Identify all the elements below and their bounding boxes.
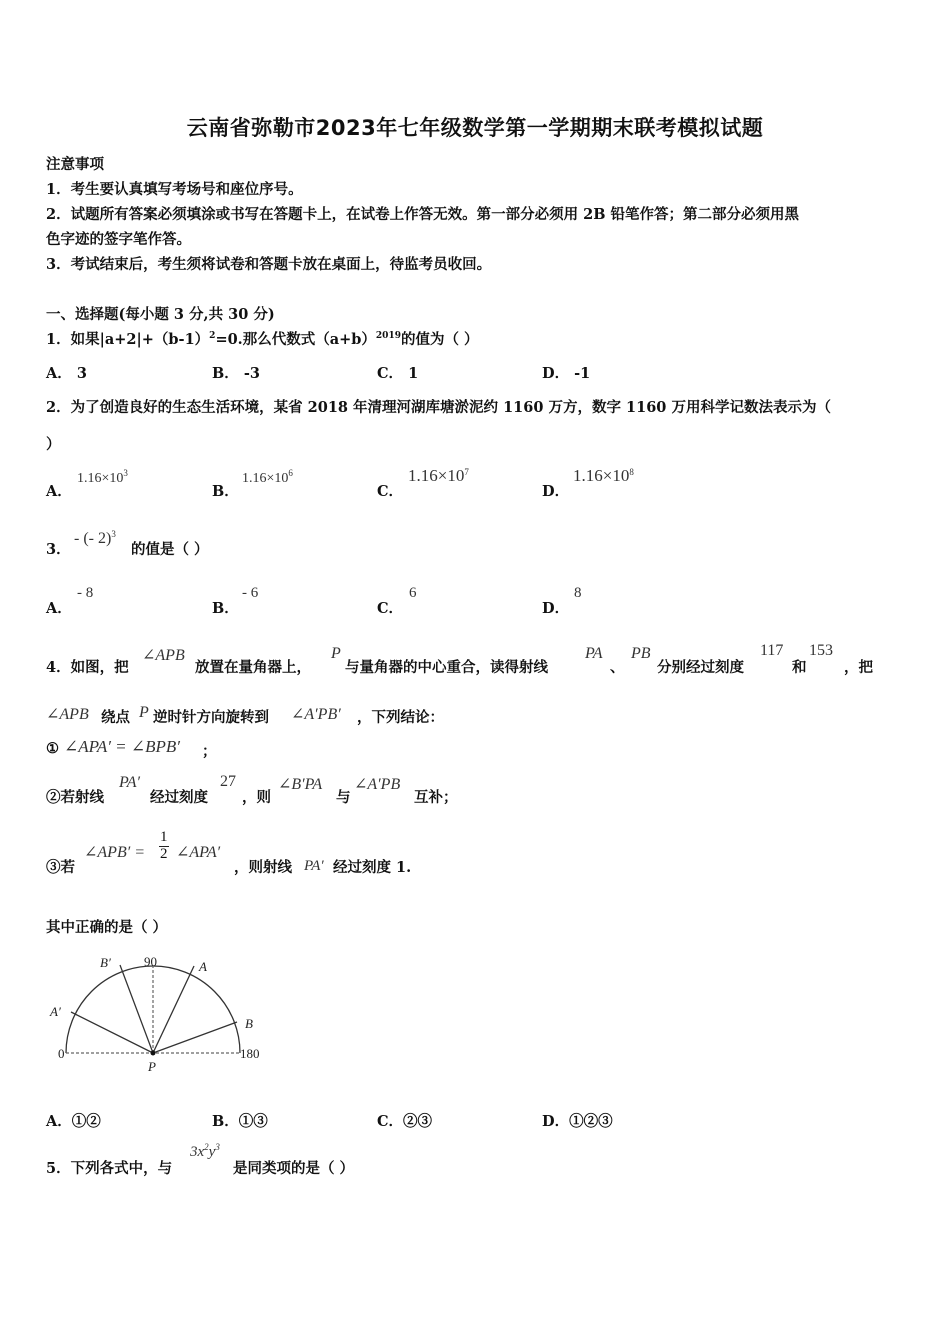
q1-stem-part: 的值为（ ）: [400, 331, 479, 348]
conclusion-3-part: 经过刻度 1.: [333, 859, 412, 876]
point-p: [151, 1051, 156, 1056]
q3-option-b[interactable]: - 6: [242, 585, 259, 601]
option-value: ①②: [71, 1113, 101, 1130]
q3-expression: [74, 529, 116, 548]
conclusion-3-rhs: ∠APA′: [176, 844, 221, 861]
question-2-stem-cont: ）: [46, 436, 61, 453]
option-label: A．: [46, 365, 72, 382]
option-value: 1: [408, 365, 419, 382]
q4-line1-part: 与量角器的中心重合，读得射线: [345, 659, 548, 676]
q2-option-c-label: C．: [377, 483, 404, 500]
note-item-1: 1．考生要认真填写考场号和座位序号。: [46, 181, 303, 198]
q3-option-a-label: A．: [46, 600, 72, 617]
q4-line1-part: 4．如图，把: [46, 659, 129, 676]
conclusion-2-angle-1: ∠B′PA: [278, 776, 323, 793]
q3-stem-tail: 的值是（ ）: [131, 541, 209, 558]
q5-stem-part: 是同类项的是（ ）: [233, 1160, 355, 1177]
q3-option-a[interactable]: - 8: [77, 585, 94, 601]
q3-number: 3．: [46, 541, 71, 558]
sci-exp: 8: [629, 467, 634, 477]
label-90: 90: [144, 954, 157, 969]
q3-option-b-label: B．: [212, 600, 239, 617]
option-label: A．: [46, 1113, 72, 1130]
option-value: -3: [243, 365, 260, 382]
q4-line2-part: ，下列结论：: [357, 709, 444, 726]
q2-option-a[interactable]: [77, 468, 128, 487]
protractor-figure: [44, 950, 270, 1078]
conclusion-2-degree: 27: [220, 773, 236, 790]
label-b-prime: B′: [100, 955, 111, 970]
sci-exp: 6: [288, 468, 293, 478]
note-item-2: 2．试题所有答案必须填涂或书写在答题卡上，在试卷上作答无效。第一部分必须用 2B 铅笔作答；第二部分必须用黑: [46, 206, 800, 223]
option-value: ①③: [238, 1113, 268, 1130]
conclusion-2-part: 经过刻度: [150, 789, 208, 806]
q1-option-a[interactable]: [46, 362, 87, 383]
option-label: D．: [542, 365, 570, 382]
monomial-exp: 3: [215, 1142, 220, 1152]
label-180: 180: [240, 1046, 260, 1061]
q4-line1-part: 放置在量角器上，: [195, 659, 311, 676]
note-item-2-cont: 色字迹的签字笔作答。: [46, 231, 191, 248]
q4-angle-apb: ∠APB: [142, 647, 185, 664]
q5-monomial: [190, 1142, 220, 1161]
conclusion-2-part: 互补；: [414, 789, 458, 806]
option-value: ①②③: [569, 1113, 613, 1130]
q2-option-a-label: A．: [46, 483, 72, 500]
monomial-y: y: [208, 1144, 216, 1160]
conclusion-2-part: 与: [336, 789, 351, 806]
sci-exp: 3: [123, 468, 128, 478]
q1-stem-part: =0.那么代数式（a+b）: [215, 331, 376, 348]
q4-line1-part: 、: [610, 659, 625, 676]
q2-option-b[interactable]: [242, 468, 293, 487]
conclusion-3-part: ③若: [46, 859, 75, 876]
q4-option-a[interactable]: [46, 1110, 101, 1131]
conclusion-1-expr: ∠APA′ = ∠BPB′: [64, 737, 181, 756]
option-label: B．: [212, 1113, 239, 1130]
conclusion-2-part: ，则: [242, 789, 271, 806]
q4-degree-117: 117: [760, 642, 784, 659]
q4-line1-part: 和: [792, 659, 807, 676]
q1-stem-part: 1．如果|a+2|+（b-1）: [46, 331, 210, 348]
q3-option-c[interactable]: 6: [409, 585, 417, 601]
q2-option-d-label: D．: [542, 483, 570, 500]
conclusion-2-part: ②若射线: [46, 789, 104, 806]
q2-option-b-label: B．: [212, 483, 239, 500]
ray-pa-prime: [71, 1012, 153, 1053]
protractor-arc: [66, 966, 240, 1053]
q4-angle-apb: ∠APB: [46, 706, 89, 723]
q4-line2-part: 逆时针方向旋转到: [153, 709, 269, 726]
sci-base: 1.16×10: [77, 471, 124, 486]
q1-option-c[interactable]: [377, 362, 418, 383]
option-value: -1: [574, 365, 591, 382]
q4-ask: 其中正确的是（ ）: [46, 919, 168, 936]
option-label: C．: [377, 365, 404, 382]
q4-ray-pa: PA: [585, 645, 603, 662]
label-b: B: [245, 1016, 253, 1031]
q4-option-c[interactable]: [377, 1110, 432, 1131]
q4-line2-part: 绕点: [101, 709, 130, 726]
q3-option-d-label: D．: [542, 600, 570, 617]
q4-option-b[interactable]: [212, 1110, 268, 1131]
option-label: D．: [542, 1113, 570, 1130]
q4-point-p: P: [139, 704, 149, 721]
monomial-exp: 2: [204, 1142, 209, 1152]
ray-pb-prime: [120, 965, 153, 1053]
q3-expr-text: - (- 2): [74, 530, 112, 547]
conclusion-2-ray: PA′: [119, 774, 140, 791]
conclusion-2-angle-2: ∠A′PB: [354, 776, 401, 793]
fraction-denominator: 2: [160, 845, 168, 862]
option-label: B．: [212, 365, 239, 382]
q4-point-p: P: [331, 645, 341, 662]
fraction: [159, 830, 169, 863]
conclusion-3-fraction: [159, 830, 169, 863]
q4-line1-part: 分别经过刻度: [657, 659, 744, 676]
q2-option-c[interactable]: [408, 466, 469, 486]
notes-heading: 注意事项: [46, 156, 104, 173]
label-0: 0: [58, 1046, 65, 1061]
q3-option-c-label: C．: [377, 600, 404, 617]
q4-ray-pb: PB: [631, 645, 651, 662]
sci-base: 1.16×10: [242, 471, 289, 486]
q1-option-d[interactable]: [542, 362, 590, 383]
q4-angle-a-prime-p-b-prime: ∠A′PB′: [291, 706, 341, 723]
sci-base: 1.16×10: [573, 466, 630, 485]
conclusion-3-ray: PA′: [304, 858, 324, 874]
option-value: ②③: [403, 1113, 433, 1130]
conclusion-1-mark: ①: [46, 740, 59, 757]
sci-exp: 7: [464, 467, 469, 477]
q3-option-d[interactable]: 8: [574, 585, 582, 601]
q4-degree-153: 153: [809, 642, 833, 659]
monomial-base: 3x: [190, 1144, 205, 1160]
conclusion-1-tail: ；: [202, 743, 217, 760]
page-title: 云南省弥勒市2023年七年级数学第一学期期末联考模拟试题: [186, 116, 764, 140]
fraction-numerator: 1: [160, 829, 168, 845]
label-a: A: [199, 959, 207, 974]
q3-exponent: 3: [111, 529, 116, 539]
q1-exponent: 2: [209, 331, 216, 341]
q1-option-b[interactable]: [212, 362, 260, 383]
label-a-prime: A′: [50, 1004, 61, 1019]
conclusion-3-lhs: ∠APB′ =: [84, 844, 146, 861]
question-1-stem: [46, 328, 479, 349]
sci-base: 1.16×10: [408, 466, 465, 485]
section-heading: 一、选择题(每小题 3 分,共 30 分): [46, 306, 275, 323]
q4-option-d[interactable]: [542, 1110, 613, 1131]
question-2-stem: 2．为了创造良好的生态生活环境，某省 2018 年清理河湖库塘淤泥约 1160 万方，数字 1160 万用科学记数法表示为（: [46, 399, 831, 416]
q4-line1-part: ，把: [844, 659, 873, 676]
q2-option-d[interactable]: [573, 466, 634, 486]
option-label: C．: [377, 1113, 404, 1130]
conclusion-3-part: ，则射线: [234, 859, 292, 876]
note-item-3: 3．考试结束后，考生须将试卷和答题卡放在桌面上，待监考员收回。: [46, 256, 492, 273]
q5-stem-part: 5．下列各式中，与: [46, 1160, 173, 1177]
label-p: P: [148, 1059, 156, 1074]
option-value: 3: [76, 365, 87, 382]
q1-exponent: 2019: [375, 331, 401, 341]
